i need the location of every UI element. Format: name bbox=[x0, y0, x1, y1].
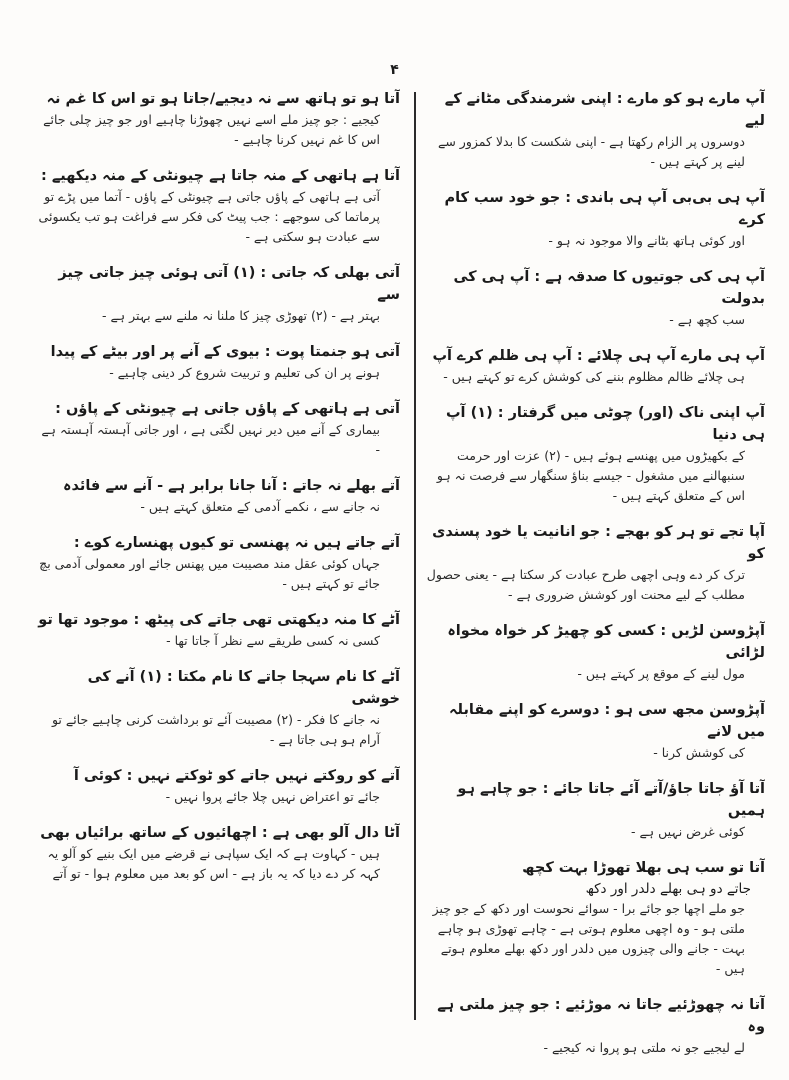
proverb-entry bbox=[35, 609, 400, 651]
proverb-meaning: کے بکھیڑوں میں پھنسے ہوئے ہیں - (۲) عزت اور حرمت سنبھالنے میں مشغول - جیسے بناؤ سنگھار سے فرصت نہ ہو اس کے متعلق کہتے ہیں - bbox=[436, 448, 745, 503]
verse-line-1: آتا تو سب ہی بھلا تھوڑا بہت کچھ bbox=[522, 860, 765, 876]
proverb-meaning: ہونے پر ان کی تعلیم و تربیت شروع کر دینی چاہیے - bbox=[109, 365, 380, 380]
proverb-meaning: کوئی غرض نہیں ہے - bbox=[631, 824, 745, 839]
proverb-entry bbox=[35, 765, 400, 807]
proverb-entry bbox=[425, 699, 765, 763]
proverb-head: آپ مارے ہو کو مارے : اپنی شرمندگی مٹانے کے لیے bbox=[444, 91, 765, 129]
proverb-entry bbox=[425, 88, 765, 172]
proverb-meaning: جہاں کوئی عقل مند مصیبت میں پھنس جائے اور معمولی آدمی بچ جائے تو کہتے ہیں - bbox=[39, 556, 380, 591]
proverb-head: آتے بھلے نہ جاتے : آنا جانا برابر ہے - آنے سے فائدہ bbox=[63, 478, 400, 494]
proverb-head: آتی بھلی کہ جاتی : (۱) آتی ہوئی چیز جاتی چیز سے bbox=[58, 265, 400, 303]
proverb-head: آٹا دال آلو بھی ہے : اچھائیوں کے ساتھ برائیاں بھی bbox=[40, 825, 400, 841]
page-number: ۴ bbox=[390, 62, 399, 78]
proverb-head: آپ ہی کی جوتیوں کا صدقہ ہے : آپ ہی کی بدولت bbox=[453, 269, 765, 307]
proverb-meaning: ترک کر دے وہی اچھی طرح عبادت کر سکتا ہے - یعنی حصول مطلب کے لیے محنت اور کوشش ضروری ہے - bbox=[426, 567, 745, 602]
proverb-meaning: لے لیجیے جو نہ ملتی ہو پروا نہ کیجیے - bbox=[543, 1040, 745, 1055]
column-divider bbox=[414, 92, 416, 1020]
verse-line-2: جاتے دو ہی بھلے دلدر اور دکھ bbox=[585, 881, 751, 897]
proverb-meaning: کیجیے : جو چیز ملے اسے نہیں چھوڑنا چاہیے اور جو چیز چلی جائے اس کا غم نہیں کرنا چاہیے - bbox=[43, 112, 380, 147]
proverb-entry bbox=[35, 262, 400, 326]
proverb-meaning: دوسروں پر الزام رکھتا ہے - اپنی شکست کا بدلا کمزور سے لینے پر کہتے ہیں - bbox=[438, 134, 745, 169]
proverb-entry bbox=[35, 475, 400, 517]
proverb-meaning: نہ جانے کا فکر - (۲) مصیبت آئے تو برداشت کرنی چاہیے جائے تو آرام ہو ہی جاتا ہے - bbox=[51, 712, 380, 747]
proverb-head: آٹے کا نام سہجا جاتے کا نام مکتا : (۱) آنے کی خوشی bbox=[87, 669, 400, 707]
proverb-entry bbox=[425, 994, 765, 1058]
left-column bbox=[35, 88, 400, 1068]
proverb-entry bbox=[35, 341, 400, 383]
proverb-meaning: کسی نہ کسی طریقے سے نظر آ جاتا تھا - bbox=[166, 633, 380, 648]
proverb-entry bbox=[35, 398, 400, 460]
proverb-head: آپڑوسن لڑیں : کسی کو چھیڑ کر خواہ مخواہ لڑائی bbox=[447, 623, 765, 661]
proverb-head: آتے جاتے ہیں نہ پھنسی تو کیوں پھنسارے کوے : bbox=[73, 535, 400, 551]
proverb-meaning: ہی چلائے ظالم مظلوم بننے کی کوشش کرے تو کہتے ہیں - bbox=[443, 369, 745, 384]
verse-meaning: جو ملے اچھا جو جائے برا - سوائے نحوست اور دکھ کے جو چیز ملتی ہو - وہ اچھی معلوم ہوتی ہے - چاہے تھوڑی ہو چاہے بہت - جانے والی چیزوں میں دلدر اور دکھ بھلے معلوم ہوتے ہیں - bbox=[432, 901, 745, 976]
proverb-head: آتا ہے ہاتھی کے منہ جاتا ہے چیونٹی کے منہ دیکھیے : bbox=[40, 168, 400, 184]
proverb-meaning: سب کچھ ہے - bbox=[669, 312, 745, 327]
proverb-entry bbox=[35, 822, 400, 884]
proverb-head: آتا نہ چھوڑئیے جاتا نہ موڑئیے : جو چیز ملتی ہے وہ bbox=[437, 997, 765, 1035]
proverb-head: آتا ہو تو ہاتھ سے نہ دیجیے/جاتا ہو تو اس کا غم نہ bbox=[46, 91, 400, 107]
proverb-entry bbox=[35, 165, 400, 247]
proverb-head: آتی ہو جنمتا پوت : بیوی کے آنے پر اور بیٹے کے پیدا bbox=[50, 344, 400, 360]
proverb-entry bbox=[35, 88, 400, 150]
proverb-entry bbox=[425, 521, 765, 605]
right-column bbox=[425, 88, 765, 1068]
proverb-head: آپ ہی مارے آپ ہی چلائے : آپ ہی ظلم کرے آپ bbox=[432, 348, 765, 364]
proverb-entry bbox=[425, 620, 765, 684]
proverb-meaning: کی کوشش کرنا - bbox=[653, 745, 745, 760]
proverb-entry bbox=[425, 402, 765, 506]
proverb-head: آپ اپنی ناک (اور) چوٹی میں گرفتار : (۱) آپ ہی دنیا bbox=[445, 405, 765, 443]
proverb-entry bbox=[425, 778, 765, 842]
proverb-meaning: جائے تو اعتراض نہیں چلا جائے پروا نہیں - bbox=[165, 789, 380, 804]
proverb-meaning: ہیں - کہاوت ہے کہ ایک سپاہی نے قرضے میں ایک بنیے کو آلو یہ کہہ کر دے دیا کہ یہ باز ہے - اس کو بعد میں معلوم ہوا - تو آتے bbox=[47, 846, 380, 881]
proverb-head: آپا تجے تو ہر کو بھجے : جو انانیت یا خود پسندی کو bbox=[432, 524, 765, 562]
proverb-head: آتے کو روکتے نہیں جاتے کو ٹوکتے نہیں : کوئی آ bbox=[73, 768, 400, 784]
proverb-head: آٹے کا منہ دیکھتی تھی جاتے کی پیٹھ : موجود تھا تو bbox=[38, 612, 400, 628]
proverb-meaning: بہتر ہے - (۲) تھوڑی چیز کا ملنا نہ ملنے سے بہتر ہے - bbox=[101, 308, 380, 323]
proverb-entry bbox=[35, 666, 400, 750]
proverb-entry bbox=[425, 266, 765, 330]
proverb-head: آتا آؤ جاتا جاؤ/آتے آئے جاتا جائے : جو چاہے ہو ہمیں bbox=[457, 781, 765, 819]
proverb-meaning: اور کوئی ہاتھ بٹانے والا موجود نہ ہو - bbox=[548, 233, 745, 248]
proverb-meaning: آتی ہے ہاتھی کے پاؤں جاتی ہے چیونٹی کے پاؤں - آتما میں پڑے تو پرماتما کی سوجھے : جب پیٹ کی فکر سے فراغت ہو تب یکسوئی سے عبادت ہو سکتی ہے - bbox=[38, 189, 380, 244]
proverb-entry bbox=[35, 532, 400, 594]
proverb-head: آپ ہی بی‌بی آپ ہی باندی : جو خود سب کام کرے bbox=[444, 190, 765, 228]
proverb-meaning: بیماری کے آنے میں دیر نہیں لگتی ہے ، اور جاتی آہستہ آہستہ ہے - bbox=[41, 422, 380, 457]
verse-entry bbox=[425, 857, 765, 979]
proverb-entry bbox=[425, 187, 765, 251]
proverb-meaning: مول لینے کے موقع پر کہتے ہیں - bbox=[577, 666, 745, 681]
proverb-meaning: نہ جانے سے ، نکمے آدمی کے متعلق کہتے ہیں - bbox=[140, 499, 380, 514]
proverb-entry bbox=[425, 345, 765, 387]
proverb-head: آپڑوسن مجھ سی ہو : دوسرے کو اپنے مقابلہ میں لانے bbox=[449, 702, 765, 740]
proverb-head: آتی ہے ہاتھی کے پاؤں جاتی ہے چیونٹی کے پاؤں : bbox=[55, 401, 400, 417]
